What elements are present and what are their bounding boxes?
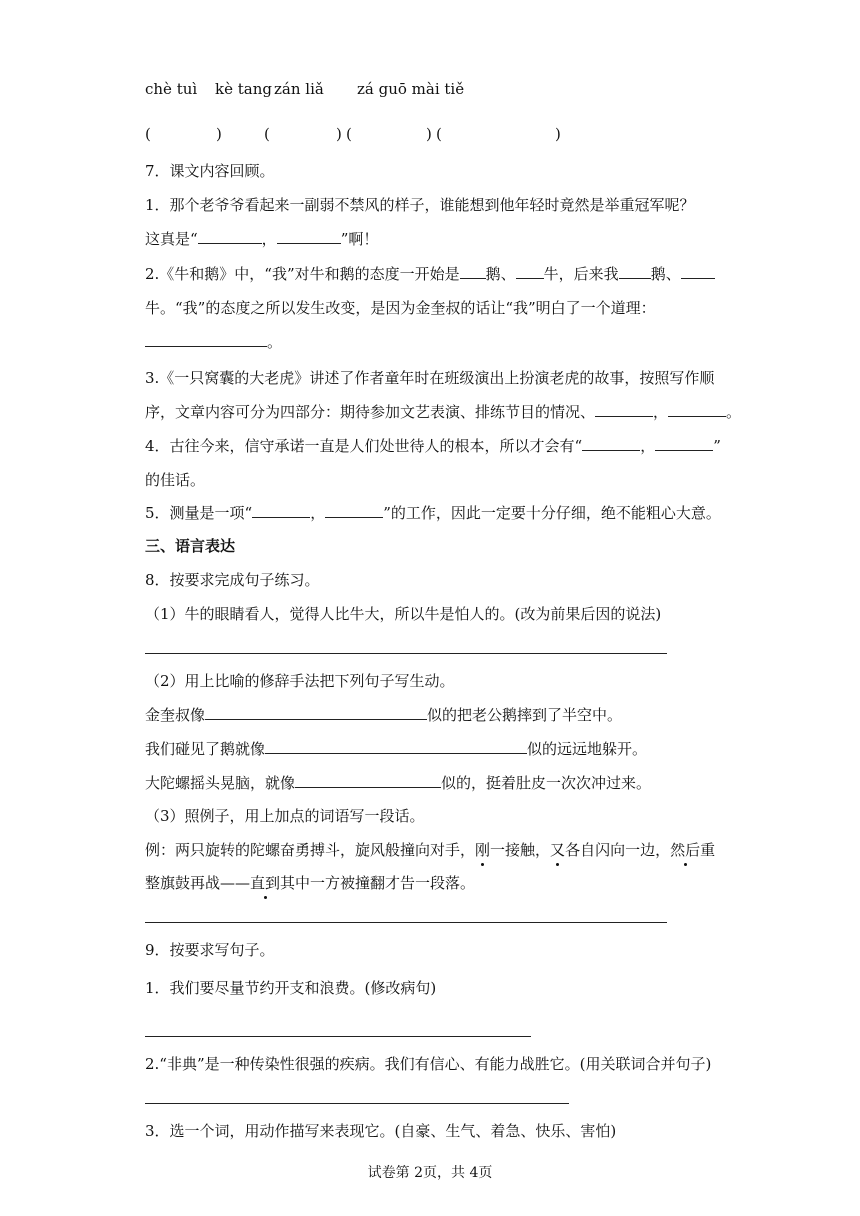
blank[interactable] [325,503,383,518]
q8-sub1: （1）牛的眼睛看人，觉得人比牛大，所以牛是怕人的。(改为前果后因的说法) [145,605,662,623]
blank[interactable] [619,264,651,279]
q8-example-line1: 例：两只旋转的陀螺奋勇搏斗，旋风般撞向对手，刚一接触，又各自闪向一边，然后重 [145,841,716,859]
blank[interactable] [145,332,267,347]
q7-item4-line2: 的佳话。 [145,471,206,489]
dotted-word: 然后 [670,841,701,859]
blank[interactable] [295,773,441,788]
pinyin-3: zán liǎ [274,80,324,98]
q8-sub2-a: 金奎叔像 似的把老公鹅摔到了半空中。 [145,706,623,724]
dotted-word: 刚 [475,841,491,859]
paren-close-4: ) [555,125,561,143]
q7-title: 7．课文内容回顾。 [145,162,275,180]
paren-open-4: ( [436,125,442,143]
q7-item4-line1: 4．古往今来，信守承诺一直是人们处世待人的根本，所以才会有“ ， ” [145,437,721,455]
q7-item2-line3: 。 [145,332,282,352]
blank[interactable] [681,264,715,279]
q9-item3: 3．选一个词，用动作描写来表现它。(自豪、生气、着急、快乐、害怕) [145,1122,617,1140]
paren-open-3: ( [346,125,352,143]
blank[interactable] [460,264,486,279]
paren-open-2: ( [264,125,270,143]
blank[interactable] [668,402,726,417]
q7-item2-line2: 牛。“我”的态度之所以发生改变，是因为金奎叔的话让“我”明白了一个道理： [145,299,656,317]
q8-sub2-c: 大陀螺摇头晃脑，就像 似的，挺着肚皮一次次冲过来。 [145,774,652,792]
blank[interactable] [277,229,341,244]
paren-close-1: ) [216,125,222,143]
answer-line[interactable] [145,653,667,654]
dotted-word: 又 [550,841,566,859]
answer-line[interactable] [145,1036,531,1037]
q9-item1: 1．我们要尽量节约开支和浪费。(修改病句) [145,979,437,997]
answer-line[interactable] [145,922,667,923]
pinyin-1: chè tuì [145,80,198,98]
q7-item1-line1: 1．那个老爷爷看起来一副弱不禁风的样子，谁能想到他年轻时竟然是举重冠军呢？ [145,196,695,214]
pinyin-4: zá guō mài tiě [357,80,465,98]
section-heading: 三、语言表达 [145,537,236,555]
paren-close-2: ) [336,125,342,143]
q7-item5: 5．测量是一项“ ， ”的工作，因此一定要十分仔细，绝不能粗心大意。 [145,504,721,522]
blank[interactable] [582,436,640,451]
page-footer: 试卷第 2页，共 4页 [367,1165,493,1181]
blank[interactable] [265,739,527,754]
q7-item3-line2: 序，文章内容可分为四部分：期待参加文艺表演、排练节目的情况、 ， 。 [145,403,742,421]
q8-sub3: （3）照例子，用上加点的词语写一段话。 [145,807,425,825]
q7-item2-line1: 2.《牛和鹅》中，“我”对牛和鹅的态度一开始是 鹅、 牛，后来我 鹅、 [145,264,715,284]
blank[interactable] [595,402,653,417]
q8-example-line2: 整旗鼓再战——直到其中一方被撞翻才告一段落。 [145,874,476,892]
blank[interactable] [205,705,427,720]
q9-item2: 2.“非典”是一种传染性很强的疾病。我们有信心、有能力战胜它。(用关联词合并句子) [145,1055,712,1073]
q9-title: 9．按要求写句子。 [145,941,275,959]
q8-sub2: （2）用上比喻的修辞手法把下列句子写生动。 [145,672,455,690]
blank[interactable] [252,503,310,518]
q8-sub2-b: 我们碰见了鹅就像 似的远远地躲开。 [145,740,648,758]
blank[interactable] [516,264,544,279]
q7-item1-line2: 这真是“ ， ”啊！ [145,230,379,248]
blank[interactable] [198,229,262,244]
q8-title: 8．按要求完成句子练习。 [145,571,320,589]
q7-item3-line1: 3.《一只窝囊的大老虎》讲述了作者童年时在班级演出上扮演老虎的故事，按照写作顺 [145,369,715,387]
paren-close-3: ) [426,125,432,143]
paren-open-1: ( [145,125,151,143]
blank[interactable] [655,436,713,451]
answer-line[interactable] [145,1103,569,1104]
dotted-word: 直到 [250,874,281,892]
pinyin-2: kè tang [215,80,272,98]
